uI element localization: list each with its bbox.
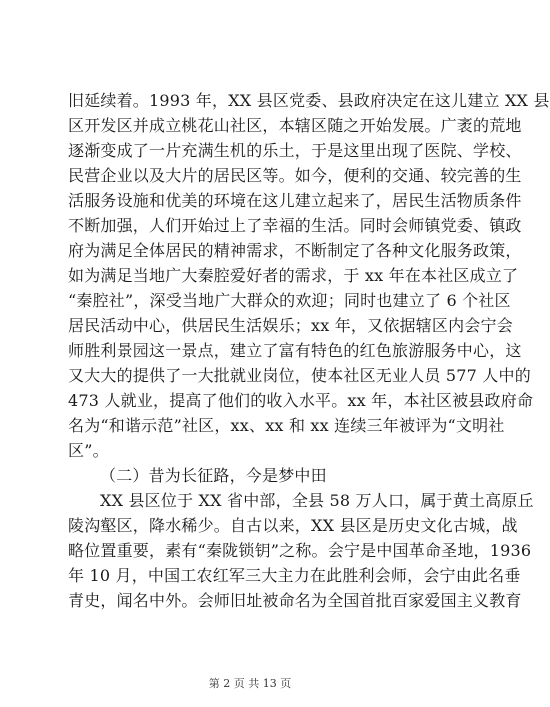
text-line: 师胜利景园这一景点，建立了富有特色的红色旅游服务中心，这 (68, 341, 522, 360)
text-line: 逐渐变成了一片充满生机的乐土，于是这里出现了医院、学校、 (68, 141, 522, 160)
text-line: 民营企业以及大片的居民区等。如今，便利的交通、较完善的生 (68, 166, 522, 185)
section-heading: （二）昔为长征路，今是梦中田 (100, 466, 327, 485)
text-line: 活服务设施和优美的环境在这儿建立起来了，居民生活物质条件 (68, 191, 522, 210)
text-line: 名为“和谐示范”社区，xx、xx 和 xx 连续三年被评为“文明社 (68, 416, 505, 435)
text-line: 青史，闻名中外。会师旧址被命名为全国首批百家爱国主义教育 (68, 591, 522, 610)
text-line: 略位置重要，素有“秦陇锁钥”之称。会宁是中国革命圣地，1936 (68, 541, 532, 560)
page-number-footer: 第 2 页 共 13 页 (208, 677, 292, 690)
text-line: 如为满足当地广大秦腔爱好者的需求，于 xx 年在本社区成立了 (68, 266, 519, 285)
text-line: 陵沟壑区，降水稀少。自古以来，XX 县区是历史文化古城，战 (68, 516, 518, 535)
text-line: 年 10 月，中国工农红军三大主力在此胜利会师，会宁由此名垂 (68, 566, 521, 585)
text-line: 区开发区并成立桃花山社区，本辖区随之开始发展。广袤的荒地 (68, 116, 522, 135)
text-line: 区”。 (68, 441, 109, 460)
body-text (68, 88, 550, 613)
text-line: 不断加强，人们开始过上了幸福的生活。同时会师镇党委、镇政 (68, 216, 522, 235)
text-line: 又大大的提供了一大批就业岗位，使本社区无业人员 577 人中的 (68, 366, 531, 385)
text-line: 473 人就业，提高了他们的收入水平。xx 年，本社区被县政府命 (68, 391, 534, 410)
text-line: 居民活动中心，供居民生活娱乐；xx 年，又依据辖区内会宁会 (68, 316, 513, 335)
text-line: “秦腔社”，深受当地广大群众的欢迎；同时也建立了 6 个社区 (68, 291, 511, 310)
text-line: XX 县区位于 XX 省中部，全县 58 万人口，属于黄土高原丘 (100, 491, 534, 510)
text-line: 旧延续着。1993 年，XX 县区党委、县政府决定在这儿建立 XX 县 (68, 91, 550, 110)
text-line: 府为满足全体居民的精神需求，不断制定了各种文化服务政策， (68, 241, 522, 260)
